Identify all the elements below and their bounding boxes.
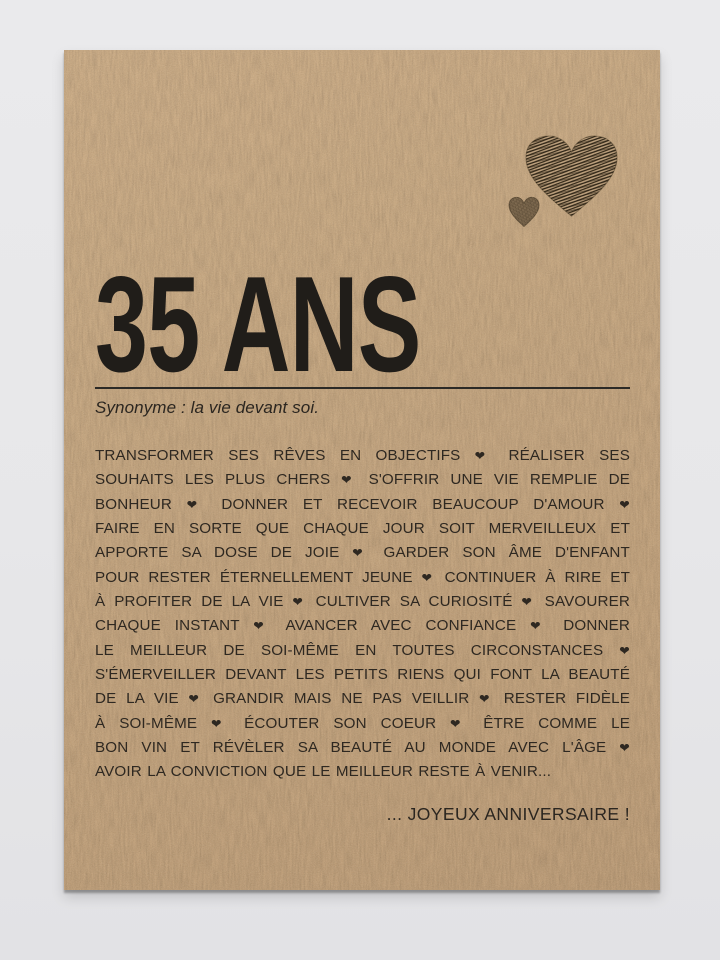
age-title: 35 ANS bbox=[95, 248, 421, 400]
definition-line: LE MEILLEUR DE SOI-MÊME EN TOUTES CIRCONSTANCES ❤ bbox=[95, 641, 630, 659]
heart-separator-icon: ❤ bbox=[450, 715, 470, 731]
definition-line: CHAQUE INSTANT ❤ AVANCER AVEC CONFIANCE ❤ DONNER bbox=[95, 617, 630, 635]
definition-line: TRANSFORMER SES RÊVES EN OBJECTIFS ❤ RÉALISER SES bbox=[95, 447, 630, 464]
heart-separator-icon: ❤ bbox=[479, 691, 495, 707]
definition-line: À PROFITER DE LA VIE ❤ CULTIVER SA CURIOSITÉ ❤ SAVOURER bbox=[95, 593, 630, 611]
closing-line: ... JOYEUX ANNIVERSAIRE ! bbox=[386, 803, 630, 824]
definition-line: APPORTE SA DOSE DE JOIE ❤ GARDER SON ÂME D'ENFANT bbox=[95, 544, 630, 562]
heart-separator-icon: ❤ bbox=[352, 545, 371, 561]
definition-line: S'ÉMERVEILLER DEVANT LES PETITS RIENS QUI FONT LA BEAUTÉ bbox=[95, 666, 630, 684]
heart-separator-icon: ❤ bbox=[188, 691, 204, 707]
synonym-subtitle: Synonyme : la vie devant soi. bbox=[95, 398, 320, 417]
definition-line: POUR RESTER ÉTERNELLEMENT JEUNE ❤ CONTINUER À RIRE ET bbox=[95, 568, 630, 586]
heart-separator-icon: ❤ bbox=[211, 715, 231, 731]
heart-separator-icon: ❤ bbox=[619, 740, 630, 756]
heart-separator-icon: ❤ bbox=[186, 496, 207, 512]
definition-line: FAIRE EN SORTE QUE CHAQUE JOUR SOIT MERVEILLEUX ET bbox=[95, 520, 630, 538]
heart-separator-icon: ❤ bbox=[619, 496, 630, 512]
heart-separator-icon: ❤ bbox=[341, 472, 358, 488]
definition-text bbox=[95, 444, 630, 785]
heart-separator-icon: ❤ bbox=[530, 618, 550, 634]
heart-separator-icon: ❤ bbox=[421, 569, 436, 585]
definition-line: À SOI-MÊME ❤ ÉCOUTER SON COEUR ❤ ÊTRE COMME LE bbox=[95, 714, 630, 732]
definition-line: AVOIR LA CONVICTION QUE LE MEILLEUR RESTE À VENIR... bbox=[95, 763, 552, 781]
birthday-card bbox=[64, 50, 660, 890]
heart-separator-icon: ❤ bbox=[474, 448, 495, 463]
definition-line: SOUHAITS LES PLUS CHERS ❤ S'OFFRIR UNE VIE REMPLIE DE bbox=[95, 471, 630, 489]
heart-separator-icon: ❤ bbox=[292, 594, 307, 610]
heart-separator-icon: ❤ bbox=[619, 642, 630, 658]
definition-line: BONHEUR ❤ DONNER ET RECEVOIR BEAUCOUP D'AMOUR ❤ bbox=[95, 495, 630, 513]
definition-line: DE LA VIE ❤ GRANDIR MAIS NE PAS VEILLIR ❤ RESTER FIDÈLE bbox=[95, 690, 630, 708]
heart-separator-icon: ❤ bbox=[253, 618, 273, 634]
definition-line: BON VIN ET RÉVÈLER SA BEAUTÉ AU MONDE AVEC L'ÂGE ❤ bbox=[95, 739, 630, 757]
card-content bbox=[64, 50, 660, 890]
heart-separator-icon: ❤ bbox=[521, 594, 536, 610]
